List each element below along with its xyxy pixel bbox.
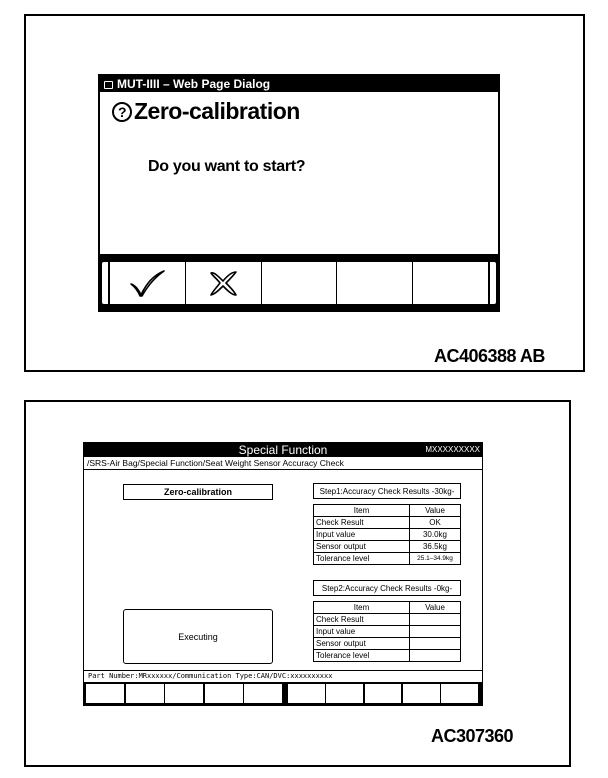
screen-function-key-5[interactable] (244, 684, 282, 703)
screen-function-key-bar (84, 682, 482, 705)
step1-row-item: Tolerance level (314, 553, 410, 565)
step2-row-value (410, 650, 461, 662)
step2-row-value (410, 614, 461, 626)
dialog-heading (112, 98, 300, 125)
step1-row-value: 36.5kg (410, 541, 461, 553)
cancel-icon (205, 268, 241, 298)
function-key-row (110, 262, 488, 304)
cancel-button[interactable] (186, 262, 262, 304)
function-key-4[interactable] (337, 262, 413, 304)
step2-row-item: Sensor output (314, 638, 410, 650)
function-key-group-left (86, 684, 282, 703)
status-line: Part Number:MRxxxxxx/Communication Type:CAN/DVC:xxxxxxxxxx (84, 670, 482, 683)
dialog-function-key-bar (100, 256, 498, 310)
step2-row-value (410, 626, 461, 638)
zero-calibration-label: Zero-calibration (123, 484, 273, 500)
step2-title: Step2:Accuracy Check Results -0kg- (314, 581, 461, 596)
step1-title: Step1:Accuracy Check Results -30kg- (314, 484, 461, 499)
step1-row-item: Input value (314, 529, 410, 541)
table-row (314, 553, 461, 565)
function-key-3[interactable] (262, 262, 338, 304)
step1-row-value: OK (410, 517, 461, 529)
bar-right-cap (490, 262, 496, 304)
screen-function-key-3[interactable] (165, 684, 203, 703)
screen-id-code: MXXXXXXXXX (425, 445, 480, 454)
step2-header-item: Item (314, 602, 410, 614)
screen-title-bar (84, 443, 482, 457)
step2-row-item: Input value (314, 626, 410, 638)
dialog-question: Do you want to start? (148, 158, 306, 175)
window-icon (104, 81, 113, 89)
help-icon: ? (112, 102, 132, 122)
step1-header-value: Value (410, 505, 461, 517)
screen-function-key-10[interactable] (441, 684, 478, 703)
ok-button[interactable] (110, 262, 186, 304)
function-key-5[interactable] (413, 262, 488, 304)
table-row (314, 626, 461, 638)
step1-row-value: 25.1–34.9kg (410, 553, 461, 565)
screen-function-key-7[interactable] (326, 684, 363, 703)
step1-row-item: Check Result (314, 517, 410, 529)
figure-frame-1 (24, 14, 585, 372)
table-row (314, 529, 461, 541)
table-row (314, 614, 461, 626)
dialog-heading-text: Zero-calibration (134, 98, 300, 124)
step2-row-item: Check Result (314, 614, 410, 626)
screen-function-key-4[interactable] (205, 684, 243, 703)
step2-results-table (313, 580, 461, 662)
step1-results-table (313, 483, 461, 565)
check-icon (127, 268, 167, 298)
special-function-screen (83, 442, 483, 706)
figure-id-2: AC307360 (431, 726, 514, 746)
step1-row-value: 30.0kg (410, 529, 461, 541)
figure-id-1: AC406388 AB (434, 346, 545, 366)
table-row (314, 517, 461, 529)
step2-header-value: Value (410, 602, 461, 614)
dialog-title-bar (100, 76, 498, 92)
step1-row-item: Sensor output (314, 541, 410, 553)
table-row (314, 650, 461, 662)
executing-status-box: Executing (123, 609, 273, 664)
breadcrumb: /SRS-Air Bag/Special Function/Seat Weight Sensor Accuracy Check (84, 457, 482, 470)
screen-title: Special Function (238, 443, 328, 457)
dialog-title: MUT-IIII – Web Page Dialog (117, 77, 271, 91)
screen-function-key-9[interactable] (403, 684, 440, 703)
step1-header-item: Item (314, 505, 410, 517)
screen-function-key-2[interactable] (126, 684, 164, 703)
step2-row-item: Tolerance level (314, 650, 410, 662)
table-row (314, 638, 461, 650)
bar-left-cap (102, 262, 108, 304)
web-page-dialog (98, 74, 500, 312)
screen-function-key-6[interactable] (288, 684, 325, 703)
function-key-group-right (288, 684, 478, 703)
screen-function-key-1[interactable] (86, 684, 124, 703)
screen-function-key-8[interactable] (365, 684, 402, 703)
table-row (314, 541, 461, 553)
step2-row-value (410, 638, 461, 650)
